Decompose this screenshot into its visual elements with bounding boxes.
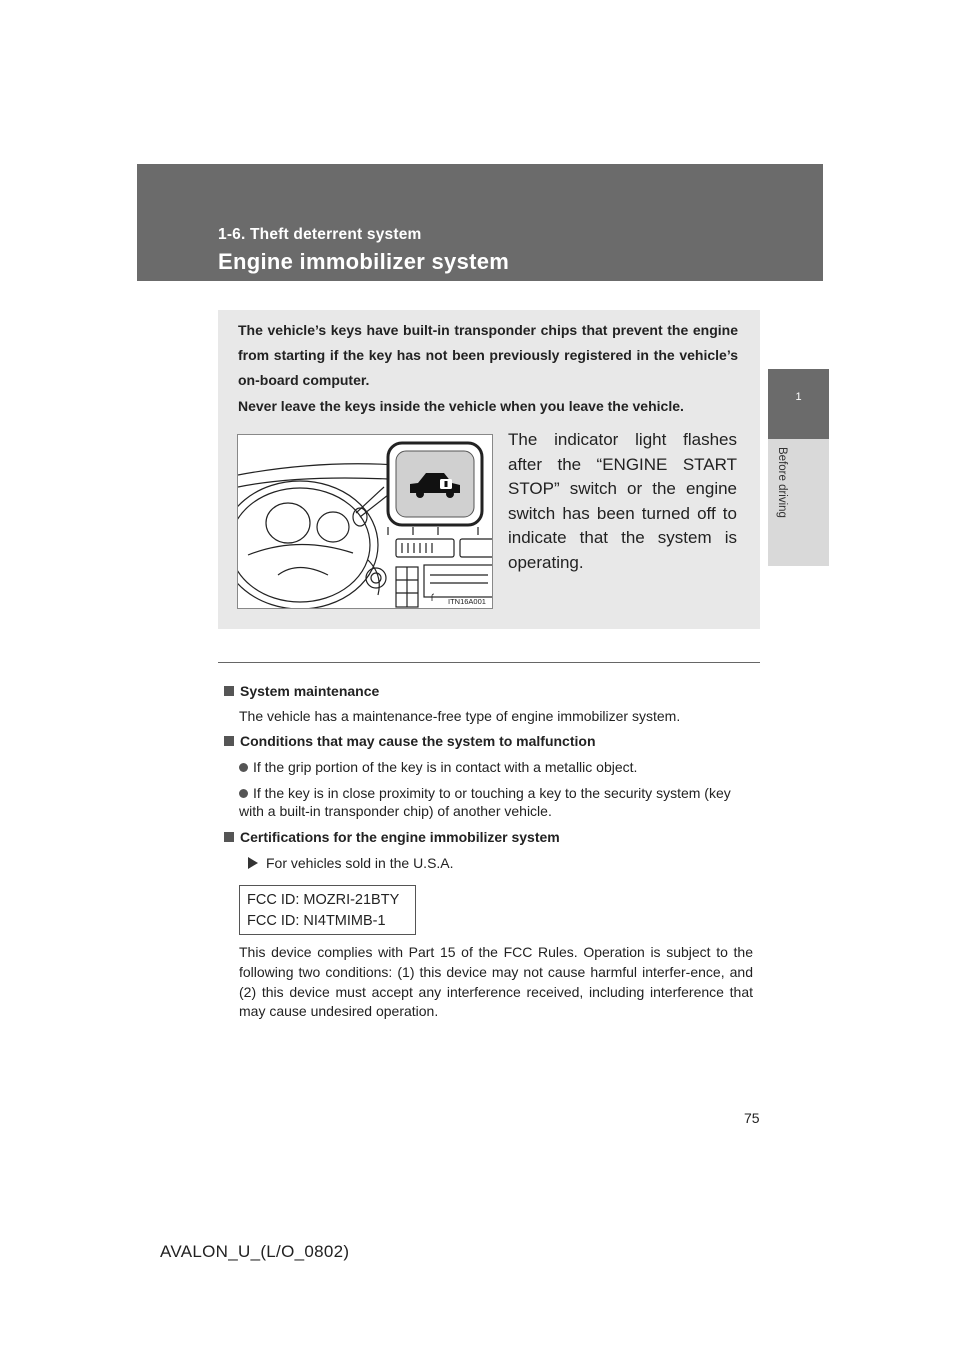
- round-bullet-icon: [239, 789, 248, 798]
- intro-warning: Never leave the keys inside the vehicle when you leave the vehicle.: [238, 398, 684, 414]
- system-maintenance-text: The vehicle has a maintenance-free type of engine immobilizer system.: [239, 708, 681, 724]
- document-code: AVALON_U_(L/O_0802): [160, 1242, 350, 1261]
- square-bullet-icon: [224, 736, 234, 746]
- heading-text: System maintenance: [240, 683, 380, 699]
- chapter-name: Before driving: [776, 447, 788, 518]
- heading-text: Conditions that may cause the system to malfunction: [240, 733, 596, 749]
- bullet-text: If the grip portion of the key is in contact with a metallic object.: [253, 759, 638, 775]
- heading-system-maintenance: [224, 682, 379, 700]
- arrow-right-icon: [248, 857, 258, 869]
- fcc-statement: This device complies with Part 15 of the FCC Rules. Operation is subject to the following two conditions: (1) this device may not cause harmful interfer-ence, and (2) this device must accept any interference received, including interference that may cause undesired operation.: [239, 944, 753, 1020]
- region-line: [248, 854, 454, 872]
- fcc-id: FCC ID: NI4TMIMB-1: [247, 913, 386, 929]
- page-title: Engine immobilizer system: [218, 249, 510, 274]
- bullet-text: If the key is in close proximity to or touching a key to the security system (key with a built-in transponder chip) of another vehicle.: [239, 785, 731, 819]
- chapter-number: 1: [795, 391, 802, 403]
- section-label: 1-6. Theft deterrent system: [218, 226, 422, 243]
- round-bullet-icon: [239, 763, 248, 772]
- square-bullet-icon: [224, 832, 234, 842]
- fcc-id-box: [239, 885, 416, 935]
- malfunction-bullet: [239, 784, 753, 820]
- heading-certifications: [224, 828, 560, 846]
- indicator-description: The indicator light flashes after the “ENGINE START STOP” switch or the engine switch has been turned off to indicate that the system is operating.: [508, 430, 737, 572]
- page-number: 75: [744, 1110, 760, 1126]
- heading-malfunction: [224, 732, 596, 750]
- malfunction-bullet: [239, 758, 637, 776]
- fcc-id: FCC ID: MOZRI-21BTY: [247, 892, 400, 908]
- divider: [218, 662, 760, 663]
- region-text: For vehicles sold in the U.S.A.: [266, 855, 454, 871]
- heading-text: Certifications for the engine immobilizer system: [240, 829, 560, 845]
- illustration-code: ITN16A001: [448, 597, 486, 606]
- square-bullet-icon: [224, 686, 234, 696]
- intro-paragraph: The vehicle’s keys have built-in transponder chips that prevent the engine from starting if the key has not been previously registered in the vehicle’s on-board computer.: [238, 322, 738, 388]
- chapter-tab: [768, 369, 829, 439]
- dashboard-drawing: [238, 435, 493, 609]
- dashboard-illustration: [237, 434, 493, 609]
